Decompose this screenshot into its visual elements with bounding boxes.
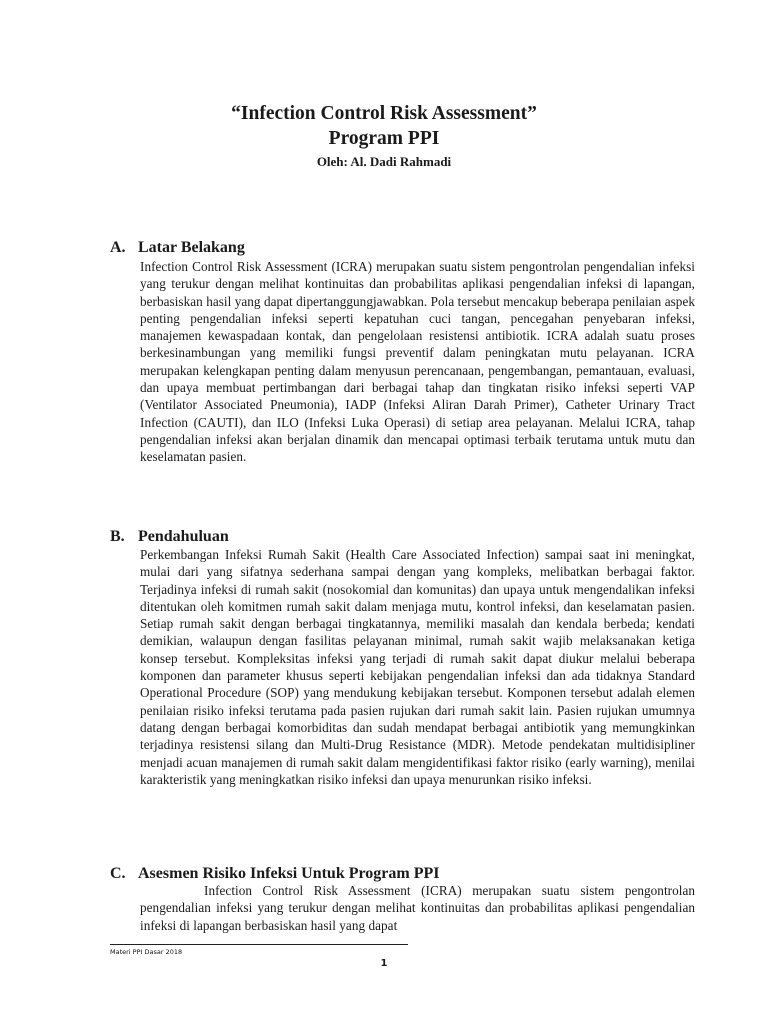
document-author: Oleh: Al. Dadi Rahmadi <box>316 154 452 169</box>
section-c-heading <box>110 864 440 884</box>
section-c-title: Asesmen Risiko Infeksi Untuk Program PPI <box>138 865 440 882</box>
footer-divider <box>110 944 408 945</box>
page-number: 1 <box>380 958 388 969</box>
section-a-body: Infection Control Risk Assessment (ICRA) merupakan suatu sistem pengontrolan pengendalian infeksi yang terukur dengan melihat kontinuitas dan probabilitas aplikasi pengendalian infeksi di lapangan, berbasiskan hasil yang dapat dipertanggungjawabkan. Pola tersebut mencakup beberapa penilaian aspek penting pengendalian infeksi seperti kepatuhan cuci tangan, pencegahan penyebaran infeksi, manajemen kewaspadaan kontak, dan pengelolaan resistensi antibiotik. ICRA adalah suatu proses berkesinambungan yang memiliki fungsi preventif dalam peningkatan mutu pelayanan. ICRA merupakan kelengkapan penting dalam menyusun perencanaan, pengembangan, pemantauan, evaluasi, dan upaya membuat pertimbangan dari berbagai tahap dan tingkatan risiko infeksi seperti VAP (Ventilator Associated Pneumonia), IADP (Infeksi Aliran Darah Primer), Catheter Urinary Tract Infection (CAUTI), dan ILO (Infeksi Luka Operasi) di setiap area pelayanan. Melalui ICRA, tahap pengendalian infeksi akan berjalan dinamik dan mencapai optimasi terbaik terutama untuk mutu dan keselamatan pasien. <box>140 259 695 465</box>
section-b-body: Perkembangan Infeksi Rumah Sakit (Health Care Associated Infection) sampai saat ini meningkat, mulai dari yang sifatnya sederhana sampai dengan yang kompleks, melibatkan berbagai faktor. Terjadinya infeksi di rumah sakit (nosokomial dan komunitas) dan upaya untuk mengendalikan infeksi ditentukan oleh komitmen rumah sakit dalam menjaga mutu, kontrol infeksi, dan keselamatan pasien. Setiap rumah sakit dengan berbagai tingkatannya, memiliki masalah dan kendala berbeda; kendati demikian, walaupun dengan fasilitas pelayanan minimal, rumah sakit wajib melaksanakan ketiga konsep tersebut. Kompleksitas infeksi yang terjadi di rumah sakit dapat diukur melalui beberapa komponen dan parameter khusus seperti kebijakan pengendalian infeksi dan ada tidaknya Standard Operational Procedure (SOP) yang mendukung kebijakan tersebut. Komponen tersebut adalah elemen penilaian risiko infeksi terutama pada pasien rujukan dari rumah sakit lain. Pasien rujukan umumnya datang dengan berbagai komorbiditas dan sudah mendapat berbagai antibiotik yang memungkinkan terjadinya resistensi silang dan Multi-Drug Resistance (MDR). Metode pendekatan multidisipliner menjadi acuan manajemen di rumah sakit dalam mengidentifikasi faktor risiko (early warning), menilai karakteristik yang meningkatkan risiko infeksi dan upaya menurunkan risiko infeksi. <box>140 547 695 787</box>
section-a-letter: A. <box>110 239 126 256</box>
section-b-letter: B. <box>110 528 125 545</box>
section-c-letter: C. <box>110 865 126 882</box>
document-title-line-2: Program PPI <box>328 128 440 149</box>
document-title-line-1: “Infection Control Risk Assessment” <box>231 103 537 124</box>
section-a-heading <box>110 238 245 258</box>
section-c-body: Infection Control Risk Assessment (ICRA) merupakan suatu sistem pengontrolan pengendalian infeksi yang terukur dengan melihat kontinuitas dan probabilitas aplikasi pengendalian infeksi di lapangan berbasiskan hasil yang dapat <box>140 883 695 933</box>
section-b-title: Pendahuluan <box>138 528 229 545</box>
section-b-heading <box>110 527 229 547</box>
footer-note: Materi PPI Dasar 2018 <box>110 948 183 956</box>
section-a-title: Latar Belakang <box>138 239 245 256</box>
